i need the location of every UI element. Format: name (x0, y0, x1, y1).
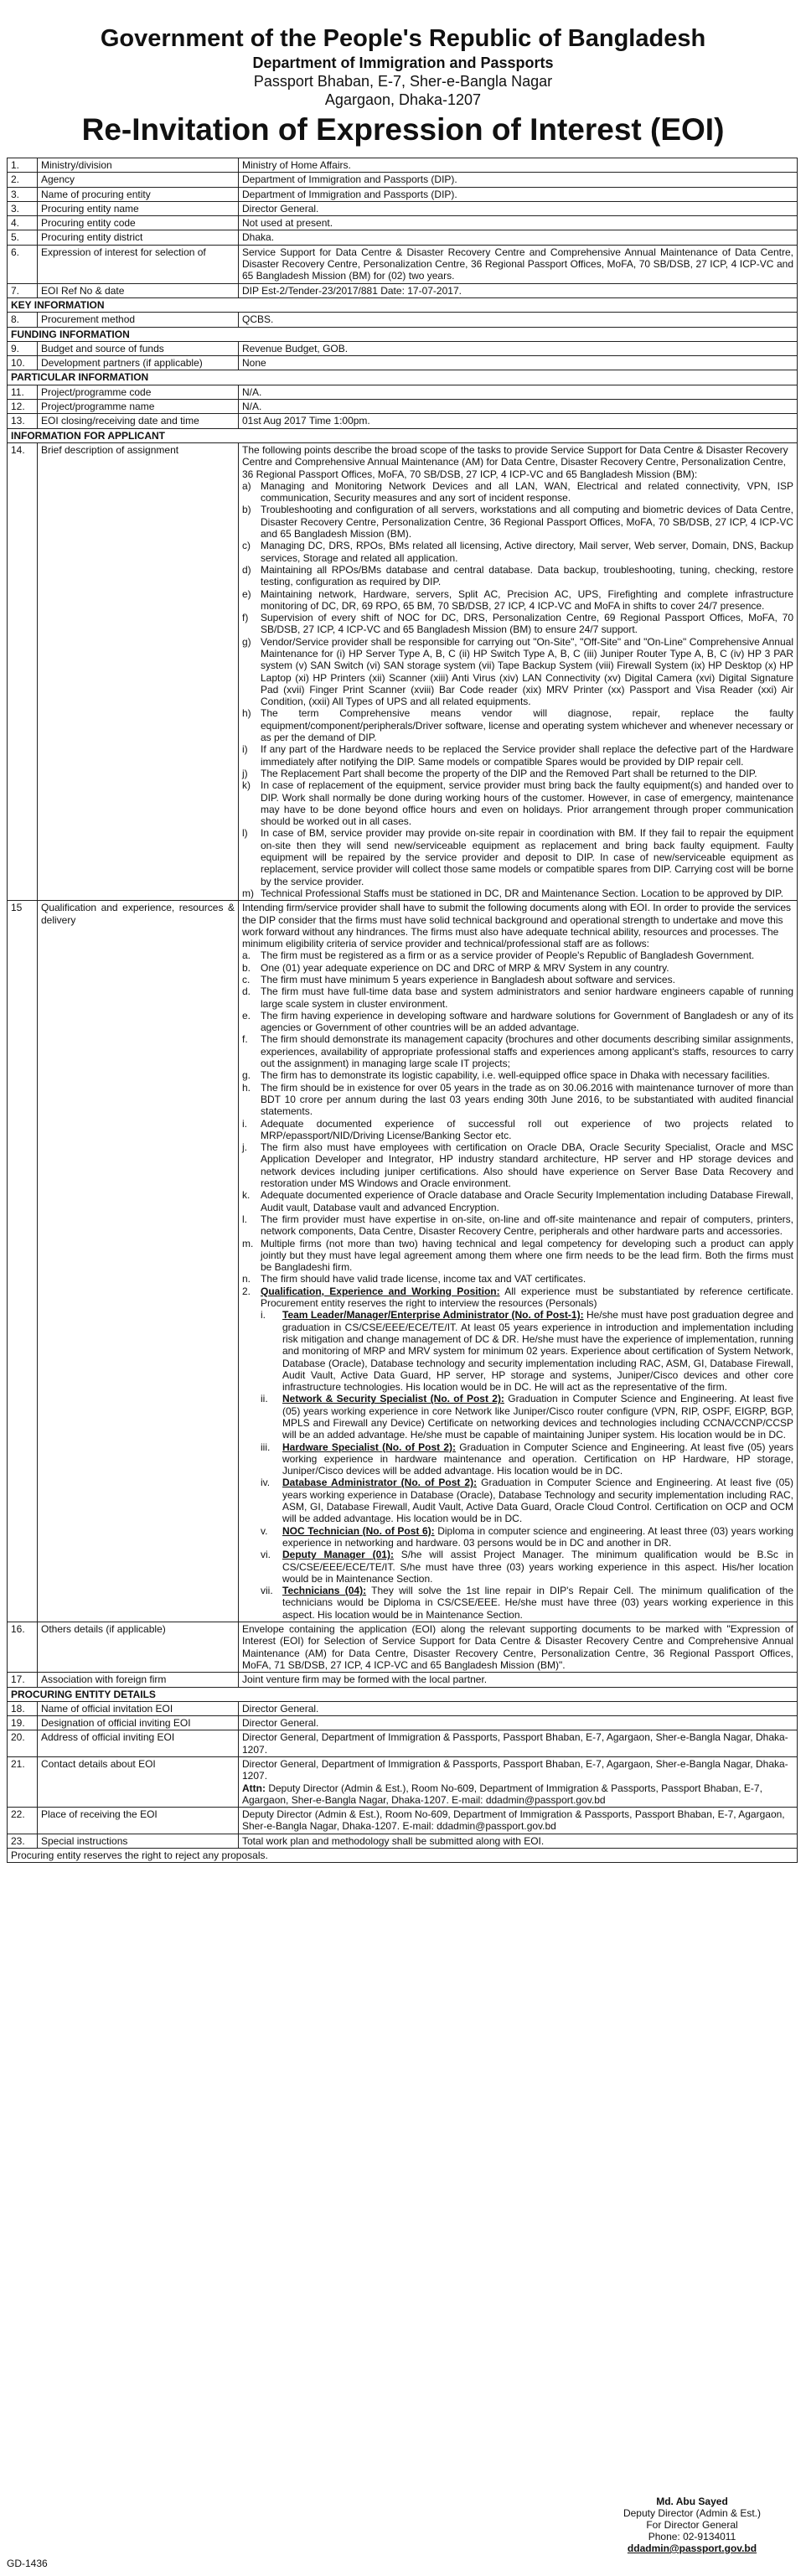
row-label: Contact details about EOI (38, 1757, 239, 1808)
list-marker: 2. (242, 1285, 251, 1297)
row-value: None (239, 356, 798, 370)
signatory-name: Md. Abu Sayed (656, 2496, 728, 2507)
list-item (242, 985, 793, 1010)
table-row (8, 1716, 798, 1730)
list-text: The Replacement Part shall become the property of the DIP and the Removed Part shall be returned to the DIP. (261, 767, 757, 779)
staff-role-item (261, 1393, 793, 1441)
role-description: S/he will assist Project Manager. The minimum qualification would be B.Sc in CS/CSE/EEE/ECE/TE/IT. S/he must have three (03) years working experience in this aspect. His/her location would be in Maintenance Section. (282, 1549, 793, 1585)
row-label: Project/programme code (38, 385, 239, 399)
role-description: Graduation in Computer Science and Engineering. At least five (05) years working experience in Database (Oracle), Database Technology and security implementation including RAC, ASM, GI, Database Firewall, Audit Vault, Active Data Guard, Oracle Cloud Control. Certification on OCP and OCM will be added advantage. His location would be in DC. (282, 1477, 793, 1525)
row-number: 14. (8, 442, 38, 900)
table-row (8, 158, 798, 173)
final-note: Procuring entity reserves the right to reject any proposals. (8, 1849, 798, 1863)
list-item (242, 1033, 793, 1069)
row-value: N/A. (239, 385, 798, 399)
row-label: Development partners (if applicable) (38, 356, 239, 370)
list-text (282, 1441, 793, 1477)
list-text: Managing and Monitoring Network Devices and all LAN, WAN, Electrical and related connectivity, VPN, ISP communication, Security measures and any sort of incident response. (261, 479, 793, 504)
list-item (242, 1273, 793, 1285)
role-description: Graduation in Computer Science and Engineering. At least five (05) years working experience in core Network like Juniper/Cisco router configure (VPN, RIP, OSPF, EIGRP, BGP, MPLS and Firewall any Device) Certificate on networking devices and technologies including CCNA/CCNP/CCSP will be an added advantage. He/she must be capable of maintaining Juniper system. His location would be in DC. (282, 1393, 793, 1441)
list-item (242, 827, 793, 887)
list-marker: h) (242, 707, 251, 720)
government-heading: Government of the People's Republic of Bangladesh (100, 25, 706, 52)
row-label: Procuring entity name (38, 201, 239, 215)
eoi-notice-page (0, 25, 806, 2576)
row-label: Name of official invitation EOI (38, 1701, 239, 1715)
list-marker: l) (242, 827, 248, 840)
section-heading-row (8, 428, 798, 442)
table-row (8, 216, 798, 230)
table-row (8, 1808, 798, 1834)
list-text (282, 1309, 793, 1393)
signatory-designation: Deputy Director (Admin & Est.) (623, 2507, 762, 2519)
list-text: Technical Professional Staffs must be stationed in DC, DR and Maintenance Section. Location to be approved by DIP. (261, 887, 783, 899)
row-number: 11. (8, 385, 38, 399)
row-label: Budget and source of funds (38, 341, 239, 355)
row-value: Dhaka. (239, 230, 798, 245)
table-row (8, 356, 798, 370)
attn-text: Deputy Director (Admin & Est.), Room No-609, Department of Immigration & Passports, Passport Bhaban, E-7, Agargaon, Sher-e-Bangla Nagar, Dhaka-1207. E-mail: ddadmin@passport.gov.bd (242, 1782, 762, 1806)
list-text: In case of replacement of the equipment, service provider must bring back the faulty equipment(s) and handed over to DIP. Work shall normally be done during working hours of the customer. However, in case of emergency, maintenance may have to be done beyond office hours and even on holidays. Prior arrangement through proper communication should be worked out in all cases. (261, 779, 793, 828)
row-number: 21. (8, 1757, 38, 1808)
row-label: Others details (if applicable) (38, 1622, 239, 1673)
role-title: Team Leader/Manager/Enterprise Administrator (No. of Post-1): (282, 1309, 584, 1322)
list-text: Maintaining all RPOs/BMs database and central database. Data backup, troubleshooting, tuning, checking, restore testing, configuration as required by DIP. (261, 563, 793, 588)
notice-header (0, 25, 806, 147)
list-marker: iv. (261, 1477, 271, 1489)
row-number: 23. (8, 1834, 38, 1848)
row-number: 2. (8, 173, 38, 187)
staff-role-item (261, 1525, 793, 1549)
role-title: Database Administrator (No. of Post 2): (282, 1477, 478, 1489)
table-row (8, 400, 798, 414)
list-text: The term Comprehensive means vendor will diagnose, repair, replace the faulty equipment/component/peripherals/Driver software, license and operating system whichever and whenever necessary or as per the demand of DIP. (261, 707, 793, 744)
list-text (282, 1585, 793, 1621)
list-marker: ii. (261, 1393, 268, 1405)
row-value: Revenue Budget, GOB. (239, 341, 798, 355)
table-row (8, 414, 798, 428)
row-number: 13. (8, 414, 38, 428)
notice-title: Re-Invitation of Expression of Interest (EOI) (81, 112, 725, 147)
list-marker: vii. (261, 1585, 273, 1597)
list-text: One (01) year adequate experience on DC and DRC of MRP & MRV System in any country. (261, 961, 669, 974)
row-number: 16. (8, 1622, 38, 1673)
row-label: Qualification and experience, resources & delivery (38, 901, 239, 1622)
row-number: 8. (8, 313, 38, 327)
list-text: The firm having experience in developing software and hardware solutions for Government of Bangladesh or any of its agencies or Government of other countries will be an added advantage. (261, 1009, 793, 1034)
list-text (282, 1549, 793, 1585)
list-marker: j. (242, 1141, 247, 1154)
list-marker: k) (242, 779, 251, 792)
list-text (282, 1525, 793, 1549)
row-number: 3. (8, 201, 38, 215)
section-heading: KEY INFORMATION (8, 297, 798, 312)
table-row (8, 1834, 798, 1848)
contact-address: Director General, Department of Immigration & Passports, Passport Bhaban, E-7, Agargaon, Sher-e-Bangla Nagar, Dhaka-1207. (242, 1758, 788, 1782)
list-item (242, 636, 793, 708)
signatory-for: For Director General (646, 2519, 738, 2531)
list-marker: n. (242, 1273, 251, 1285)
section-heading: FUNDING INFORMATION (8, 327, 798, 341)
assignment-list (242, 480, 793, 899)
row-value: Department of Immigration and Passports (DIP). (239, 187, 798, 201)
list-text: The firm also must have employees with certification on Oracle DBA, Oracle Security Specialist, Oracle and MSC Application Developer and Integrator, HP industry standard architecture, HP server and HP storage devices and network devices including juniper certifications. Also should have experience on Server Base Data Recovery and restoration under MS Windows and Oracle environment. (261, 1141, 793, 1190)
list-marker: i. (261, 1309, 266, 1322)
list-text: Vendor/Service provider shall be responsible for carrying out "On-Site", "Off-Site" and "On-Line" Comprehensive Annual Maintenance for (i) HP Server Type A, B, C (ii) HP Switch Type A, B, C (iii) Juniper Router Type A, B, C (iv) HP 3 PAR system (v) SAN Switch (vi) SAN storage system (vii) Tape Backup System (viii) Firewall System (ix) HP Desktop (x) HP Laptop (xi) HP Printers (xii) Scanner (xiii) Anti Virus (xiv) LAN Connectivity (xv) Digital Camera (xvi) Digital Signature Pad (xvii) Finger Print Scanner (xviii) Bar Code reader (xix) MRV Printer (xx) Passport and Visa Reader (xxi) Air Condition, (xxii) All Types of UPS and all related equipments. (261, 635, 793, 708)
list-marker: m) (242, 887, 254, 899)
list-text: The firm should be in existence for over 05 years in the trade as on 30.06.2016 with maintenance turnover of more than BDT 10 crore per annum during the last 03 years ending 30th June 2016, to be substantiated with audited financial statements. (261, 1081, 793, 1118)
list-marker: vi. (261, 1549, 271, 1561)
row-value (239, 1757, 798, 1808)
row-number: 5. (8, 230, 38, 245)
row-label: Brief description of assignment (38, 442, 239, 900)
row-label: Place of receiving the EOI (38, 1808, 239, 1834)
row-value: Joint venture firm may be formed with the local partner. (239, 1673, 798, 1687)
table-row (8, 187, 798, 201)
list-item (242, 768, 793, 779)
row-number: 3. (8, 187, 38, 201)
list-item (242, 1189, 793, 1213)
list-text: Adequate documented experience of successful roll out experience of two projects related to MRP/epassport/NID/Driving License/Banking Sector etc. (261, 1117, 793, 1141)
list-text (282, 1393, 793, 1441)
row-value: DIP Est-2/Tender-23/2017/881 Date: 17-07-2017. (239, 283, 798, 297)
row-value: Envelope containing the application (EOI) along the relevant supporting documents to be marked with "Expression of Interest (EOI) for Selection of Service Support for Data Centre & Disaster Recovery Centre and Comprehensive Annual Maintenance (AM) for Data Centre, Disaster Recovery Centre, Personalization Centre, 36 Regional Passport Offices, MoFA, 71 SB/DSB, 27 ICP, 4 ICP-VC and 65 Bangladesh Mission (BM)". (239, 1622, 798, 1673)
list-marker: b) (242, 504, 251, 516)
assignment-description (239, 442, 798, 900)
row-label: Agency (38, 173, 239, 187)
notice-code: GD-1436 (7, 2558, 48, 2569)
list-item (242, 1238, 793, 1274)
staff-role-item (261, 1441, 793, 1477)
qualification-intro: Intending firm/service provider shall have to submit the following documents along with EOI. In order to provide the services the DIP consider that the firms must have solid technical background and operational strength to undertake and move this work forward without any hindrances. The firms must also have adequate technical ability, resources and processes. The minimum eligibility criteria of service provider and technical/professional staff are as follows: (242, 902, 791, 950)
list-marker: l. (242, 1213, 247, 1225)
row-value: N/A. (239, 400, 798, 414)
row-value: Service Support for Data Centre & Disaster Recovery Centre and Comprehensive Annual Maintenance of Data Centre, Disaster Recovery Centre, Personalization Centre, 36 Regional Passport Offices, MoFA, 70 SB/DSB, 27 ICP, 4 ICP-VC and 65 Bangladesh Mission (BM) for (02) two years. (239, 245, 798, 283)
list-marker: a. (242, 949, 251, 962)
list-item (242, 1118, 793, 1142)
list-text: The firm should demonstrate its management capacity (brochures and other documents describing similar assignments, experiences, availability of appropriate professional staffs and experiences among applicant's staffs, resources to carry out the assignment) in managing large scale IT projects; (261, 1033, 793, 1070)
list-item (242, 707, 793, 743)
role-title: Deputy Manager (01): (282, 1549, 394, 1561)
list-marker: m. (242, 1237, 254, 1249)
row-number: 6. (8, 245, 38, 283)
section-heading-row (8, 370, 798, 385)
list-text: The firm has to demonstrate its logistic capability, i.e. well-equipped office space in Dhaka with necessary facilities. (261, 1069, 770, 1082)
list-text: Managing DC, DRS, RPOs, BMs related all licensing, Active directory, Mail server, Web server, Domain, DNS, Backup services, Storage and related all application. (261, 540, 793, 564)
list-marker: i. (242, 1117, 247, 1130)
row-value: Department of Immigration and Passports (DIP). (239, 173, 798, 187)
table-row (8, 1622, 798, 1673)
list-item (242, 1141, 793, 1189)
table-row (8, 385, 798, 399)
list-item (242, 887, 793, 899)
row-label: Association with foreign firm (38, 1673, 239, 1687)
attn-label: Attn: (242, 1782, 266, 1794)
list-item (242, 540, 793, 564)
list-marker: iii. (261, 1441, 271, 1453)
list-text: If any part of the Hardware needs to be replaced the Service provider shall replace the defective part of the Hardware immediately after notifying the DIP. Same models or compatible Spares would be provided by DIP repair cell. (261, 743, 793, 768)
role-description: Graduation in Computer Science and Engineering. At least five (05) years working experience in hardware maintenance and operation. Certification on HP Hardware, HP storage, Juniper/Cisco devices will be added advantage. His location would be in DC. (282, 1441, 793, 1477)
row-number: 15 (8, 901, 38, 1622)
list-item (242, 1082, 793, 1118)
row-value: Director General. (239, 201, 798, 215)
list-marker: f. (242, 1033, 248, 1046)
role-description: He/she must have post graduation degree and graduation in CS/CSE/EEE/ECE/TE/IT. At least 05 years experience in introduction and implementation including risk mitigation and change management of DC & DR. He/she must have the experience of implementation, running and monitoring of MRP and MRV system for minimum 02 years. Experience about certification of System Network, Database (Oracle), Database technology and security implementation including RAC, ASM, GI, Database Firewall, Audit Vault, Active Data Guard, HP server, HP storage and systems, Juniper/Cisco devices and other core infrastructure technologies. His location would be in DC. He will act as the representative of the firm. (282, 1309, 793, 1394)
row-number: 12. (8, 400, 38, 414)
section-heading-row (8, 297, 798, 312)
row-label: Ministry/division (38, 158, 239, 173)
list-item (242, 504, 793, 540)
table-row (8, 1730, 798, 1757)
row-number: 4. (8, 216, 38, 230)
list-marker: k. (242, 1189, 251, 1202)
qualification-row (8, 901, 798, 1622)
row-number: 10. (8, 356, 38, 370)
list-item (242, 949, 793, 961)
role-description: They will solve the 1st line repair in DIP's Repair Cell. The minimum qualification of the technicians would be Diploma in CS/CSE/EEE. He/she must have three (03) years working experience in this aspect. His location would be in Maintenance Section. (282, 1585, 793, 1621)
list-item (242, 974, 793, 985)
section-heading: INFORMATION FOR APPLICANT (8, 428, 798, 442)
address-line-2: Agargaon, Dhaka-1207 (324, 91, 482, 108)
row-value: Director General. (239, 1716, 798, 1730)
eoi-table (7, 158, 798, 1863)
list-marker: h. (242, 1081, 251, 1094)
section-heading: PROCURING ENTITY DETAILS (8, 1687, 798, 1701)
list-marker: c. (242, 974, 251, 985)
row-label: EOI Ref No & date (38, 283, 239, 297)
table-row (8, 283, 798, 297)
role-description: Diploma in computer science and engineering. At least three (03) years working experience in networking and hardware. 03 persons would be in DC and another in DR. (282, 1524, 793, 1549)
department-heading: Department of Immigration and Passports (252, 54, 554, 71)
row-label: Name of procuring entity (38, 187, 239, 201)
list-text: Adequate documented experience of Oracle database and Oracle Security Implementation including Database Firewall, Audit vault, Database vault and advanced Encryption. (261, 1189, 793, 1213)
table-row (8, 201, 798, 215)
row-number: 19. (8, 1716, 38, 1730)
list-item (242, 612, 793, 636)
list-text: The firm must be registered as a firm or as a service provider of People's Republic of Bangladesh Government. (261, 949, 755, 962)
list-marker: e. (242, 1009, 251, 1022)
table-row (8, 173, 798, 187)
row-value: Ministry of Home Affairs. (239, 158, 798, 173)
row-value: Director General. (239, 1701, 798, 1715)
list-body: All experience must be substantiated by reference certificate. Procurement entity reserves the right to interview the resources (Personals) (261, 1285, 794, 1310)
table-row (8, 230, 798, 245)
table-row (8, 245, 798, 283)
list-item (242, 480, 793, 504)
row-label: Procurement method (38, 313, 239, 327)
list-text: Multiple firms (not more than two) having technical and legal competency for developing such a product can apply jointly but they must have legal agreement among them where one firm needs to be the lead firm. Both the firms must be Bangladeshi firm. (261, 1237, 793, 1274)
list-item (242, 588, 793, 613)
list-item (242, 1213, 793, 1238)
section-heading: PARTICULAR INFORMATION (8, 370, 798, 385)
list-text: Maintaining network, Hardware, servers, Split AC, Precision AC, UPS, Firefighting and complete infrastructure monitoring of DC, DR, 69 RPO, 65 BM, 70 SB/DSB, 27 ICP, 4 ICP-VC and MoFA in shifts to cover 24/7 presence. (261, 587, 793, 612)
role-title: NOC Technician (No. of Post 6): (282, 1524, 435, 1537)
row-value: Not used at present. (239, 216, 798, 230)
list-marker: g) (242, 635, 251, 648)
list-marker: i) (242, 743, 248, 756)
list-item (242, 564, 793, 588)
list-marker: b. (242, 961, 251, 974)
signatory-email: ddadmin@passport.gov.bd (627, 2542, 757, 2554)
list-item (242, 962, 793, 974)
staff-role-item (261, 1477, 793, 1524)
row-number: 20. (8, 1730, 38, 1757)
eligibility-list (242, 949, 793, 1285)
list-text: The firm must have full-time data base and system administrators and senior hardware engineers capable of running large scale system in cluster environment. (261, 985, 793, 1010)
list-marker: j) (242, 767, 248, 779)
row-number: 7. (8, 283, 38, 297)
staff-roles-list (242, 1309, 793, 1621)
table-row (8, 1757, 798, 1808)
row-label: Procuring entity code (38, 216, 239, 230)
row-value: 01st Aug 2017 Time 1:00pm. (239, 414, 798, 428)
row-label: Designation of official inviting EOI (38, 1716, 239, 1730)
role-title: Technicians (04): (282, 1585, 367, 1597)
section-heading-row (8, 327, 798, 341)
staff-role-item (261, 1309, 793, 1393)
list-heading: Qualification, Experience and Working Position: (261, 1285, 500, 1297)
row-label: Expression of interest for selection of (38, 245, 239, 283)
signature-block (592, 2496, 793, 2554)
list-marker: c) (242, 540, 251, 552)
row-number: 22. (8, 1808, 38, 1834)
staff-role-item (261, 1585, 793, 1621)
list-marker: a) (242, 479, 251, 492)
role-title: Network & Security Specialist (No. of Post 2): (282, 1393, 504, 1405)
role-title: Hardware Specialist (No. of Post 2): (282, 1441, 456, 1453)
contact-attn (242, 1782, 793, 1807)
list-marker: d) (242, 563, 251, 576)
address-line-1: Passport Bhaban, E-7, Sher-e-Bangla Nagar (253, 73, 553, 90)
final-note-row (8, 1849, 798, 1863)
row-number: 1. (8, 158, 38, 173)
row-value: QCBS. (239, 313, 798, 327)
list-text: Supervision of every shift of NOC for DC, DRS, Personalization Centre, 69 Regional Passport Offices, MoFA, 70 SB/DSB, 27 ICP, 4 ICP-VC and 65 Bangladesh Mission (BM) to ensure 24/7 support. (261, 612, 793, 636)
list-text: In case of BM, service provider may provide on-site repair in coordination with BM. If they fail to repair the equipment on-site then they will send new/serviceable equipment as replacement and bring back faulty equipment. Faulty equipment will be repaired by the service provider and deposit to DIP. In case of new/serviceable equipment as replacement, service provider will collect those same models or compatible spares from DIP. Carrying cost will be borne by the service provider. (261, 827, 793, 887)
list-text (261, 1285, 793, 1310)
row-value: Total work plan and methodology shall be submitted along with EOI. (239, 1834, 798, 1848)
row-value: Director General, Department of Immigration & Passports, Passport Bhaban, E-7, Agargaon, Sher-e-Bangla Nagar, Dhaka-1207. (239, 1730, 798, 1757)
list-marker: e) (242, 587, 251, 600)
section-heading-row (8, 1687, 798, 1701)
list-text: The firm provider must have expertise in on-site, on-line and off-site maintenance and repair of computers, printers, network components, Data Centre, Disaster Recovery Centre, peripherals and other hardware parts and accessories. (261, 1213, 793, 1238)
list-text (282, 1477, 793, 1524)
row-value: Deputy Director (Admin & Est.), Room No-609, Department of Immigration & Passports, Passport Bhaban, E-7, Agargaon, Sher-e-Bangla Nagar, Dhaka-1207. E-mail: ddadmin@passport.gov.bd (239, 1808, 798, 1834)
list-text: Troubleshooting and configuration of all servers, workstations and all computing and biometric devices of Data Centre, Disaster Recovery Centre, Personalization Centre, 36 Regional Passport Offices, MoFA, 70 SB/DSB, 27 ICP, 4 ICP-VC and 65 Bangladesh Mission (BM). (261, 504, 793, 541)
table-row (8, 1701, 798, 1715)
list-marker: d. (242, 985, 251, 998)
list-item (242, 743, 793, 768)
staff-role-item (261, 1549, 793, 1585)
list-item (242, 1069, 793, 1081)
row-label: Procuring entity district (38, 230, 239, 245)
row-label: Special instructions (38, 1834, 239, 1848)
table-row (8, 341, 798, 355)
list-text: The firm should have valid trade license, income tax and VAT certificates. (261, 1273, 586, 1285)
list-marker: v. (261, 1524, 268, 1537)
table-row (8, 313, 798, 327)
list-item (242, 779, 793, 827)
assignment-intro: The following points describe the broad scope of the tasks to provide Service Support for Data Centre & Disaster Recovery Centre and Comprehensive Annual Maintenance (AM) for Data Centre, Disaster Recovery Centre, Personalization Centre, 36 Regional Passport Offices, MoFA, 70 SB/DSB, 27 ICP, 4 ICP-VC and 65 Bangladesh Mission (BM): (242, 443, 788, 480)
signatory-phone: Phone: 02-9134011 (648, 2531, 736, 2542)
list-text: The firm must have minimum 5 years experience in Bangladesh about software and services. (261, 974, 675, 985)
row-label: Address of official inviting EOI (38, 1730, 239, 1757)
list-marker: g. (242, 1069, 251, 1082)
list-item (242, 1285, 793, 1310)
assignment-description-row (8, 442, 798, 900)
qualification-details (239, 901, 798, 1622)
list-marker: f) (242, 612, 249, 624)
row-number: 18. (8, 1701, 38, 1715)
row-number: 9. (8, 341, 38, 355)
row-label: EOI closing/receiving date and time (38, 414, 239, 428)
row-label: Project/programme name (38, 400, 239, 414)
row-number: 17. (8, 1673, 38, 1687)
list-item (242, 1010, 793, 1034)
table-row (8, 1673, 798, 1687)
